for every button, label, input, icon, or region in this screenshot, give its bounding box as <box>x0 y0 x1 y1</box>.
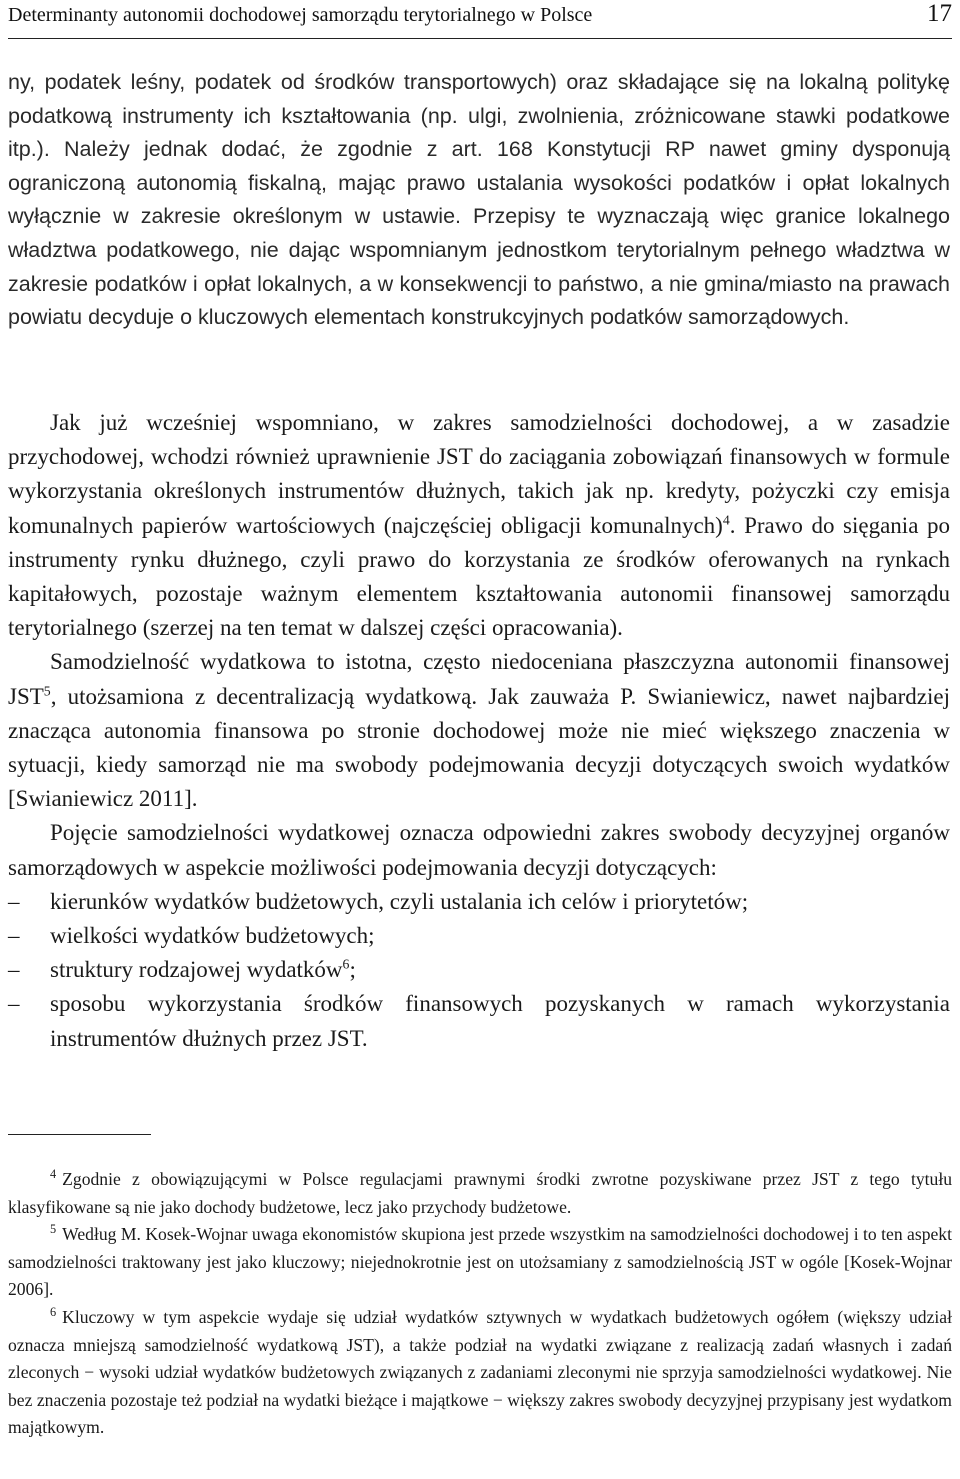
dash-bullet: – <box>8 991 20 1017</box>
paragraph-3-text-a: Samodzielność wydatkowa to istotna, często niedoceniana płaszczyzna autonomii finansowej JST <box>8 649 950 709</box>
footnote-text: Według M. Kosek-Wojnar uwaga ekonomistów skupiona jest przede wszystkim na samodzielności dochodowej i to ten aspekt samodzielności traktowany jest jako kluczowy; niejednokrotnie jest on utożsamiany z samodzielnością JST w ogóle [Kosek-Wojnar 2006]. <box>8 1224 952 1300</box>
dash-bullet: – <box>8 888 20 914</box>
footnote-text: Zgodnie z obowiązującymi w Polsce regulacjami prawnymi środki zwrotne pozyskiwane przez JST z tego tytułu klasyfikowane są nie jako dochody budżetowe, lecz jako przychody budżetowe. <box>8 1169 952 1217</box>
footnote-ref-5[interactable]: 5 <box>43 683 51 699</box>
paragraph-2-text-a: Jak już wcześniej wspomniano, w zakres samodzielności dochodowej, a w zasadzie przychodowej, wchodzi również uprawnienie JST do zaciągania zobowiązań finansowych w formule wykorzystania określonych instrumentów dłużnych, takich jak np. kredyty, pożyczki czy emisja komunalnych papierów wartościowych (najczęściej obligacji komunalnych) <box>8 410 950 538</box>
list-item-text: wielkości wydatków budżetowych; <box>50 923 375 949</box>
list-item-text: struktury rodzajowej wydatków <box>50 957 343 983</box>
list-item-text: sposobu wykorzystania środków finansowych pozyskanych w ramach wykorzystania instrumentów dłużnych przez JST. <box>50 991 950 1051</box>
footnote-number: 6 <box>50 1305 57 1320</box>
list-item <box>8 987 950 1055</box>
list-item-text: kierunków wydatków budżetowych, czyli ustalania ich celów i priorytetów; <box>50 888 749 914</box>
footnote-5 <box>8 1221 952 1304</box>
body-serif-section <box>8 406 950 1056</box>
footnote-4 <box>8 1166 952 1221</box>
list-item-after: ; <box>349 957 356 983</box>
paragraph-4: Pojęcie samodzielności wydatkowej oznacza odpowiedni zakres swobody decyzyjnej organów samorządowych w aspekcie możliwości podejmowania decyzji dotyczących: <box>8 820 950 880</box>
footnote-6 <box>8 1304 952 1442</box>
footnote-text: Kluczowy w tym aspekcie wydaje się udział wydatków sztywnych w wydatkach budżetowych ogółem (większy udział oznacza mniejszą samodzielność wydatkową JST), a także podział na wydatki związane z realizacją zadań własnych i zadań zleconych − wysoki udział wydatków budżetowych związanych z zadaniami zleconymi nie sprzyja samodzielności wydatkowej. Nie bez znaczenia pozostaje też podział na wydatki bieżące i majątkowe − większy zakres swobody decyzyjnej przypisany jest wydatkom majątkowym. <box>8 1306 952 1438</box>
list-item <box>8 919 950 953</box>
running-header <box>8 0 952 39</box>
dash-list <box>8 885 950 1056</box>
body-paragraph-sans <box>8 66 950 335</box>
footnote-ref-4[interactable]: 4 <box>722 512 730 528</box>
paragraph-2 <box>8 406 950 645</box>
list-item <box>8 885 950 919</box>
paragraph-3-text-b: , utożsamiona z decentralizacją wydatkową. Jak zauważa P. Swianiewicz, nawet najbardziej znacząca autonomia finansowa po stronie dochodowej może nie mieć większego znaczenia w sytuacji, kiedy samorząd nie ma swobody podejmowania decyzji dotyczących swoich wydatków [Swianiewicz 2011]. <box>8 683 950 812</box>
dash-bullet: – <box>8 957 20 983</box>
list-item <box>8 953 950 987</box>
paragraph-2-text-b: . Prawo do sięgania po instrumenty rynku dłużnego, czyli prawo do korzystania ze środków oferowanych na rynkach kapitałowych, pozostaje ważnym elementem kształtowania autonomii finansowej samorządu terytorialnego (szerzej na ten temat w dalszej części opracowania). <box>8 512 950 641</box>
footnote-ref-6[interactable]: 6 <box>342 956 350 972</box>
footnotes <box>8 1166 952 1442</box>
dash-bullet: – <box>8 923 20 949</box>
page-number: 17 <box>927 0 952 27</box>
running-title: Determinanty autonomii dochodowej samorządu terytorialnego w Polsce <box>8 4 593 26</box>
footnote-number: 5 <box>50 1222 57 1237</box>
paragraph-1: ny, podatek leśny, podatek od środków transportowych) oraz składające się na lokalną politykę podatkową instrumenty ich kształtowania (np. ulgi, zwolnienia, zróżnicowane stawki podatkowe itp.). Należy jednak dodać, że zgodnie z art. 168 Konstytucji RP nawet gminy dysponują ograniczoną autonomią fiskalną, mając prawo ustalania wysokości podatków i opłat lokalnych wyłącznie w zakresie określonym w ustawie. Przepisy te wyznaczają więc granice lokalnego władztwa podatkowego, nie dając wspomnianym jednostkom terytorialnym pełnego władztwa w zakresie podatków i opłat lokalnych, a w konsekwencji to państwo, a nie gmina/miasto na prawach powiatu decyduje o kluczowych elementach konstrukcyjnych podatków samorządowych. <box>8 70 950 330</box>
footnote-number: 4 <box>50 1167 57 1182</box>
paragraph-3 <box>8 645 950 816</box>
footnote-separator <box>8 1134 151 1135</box>
